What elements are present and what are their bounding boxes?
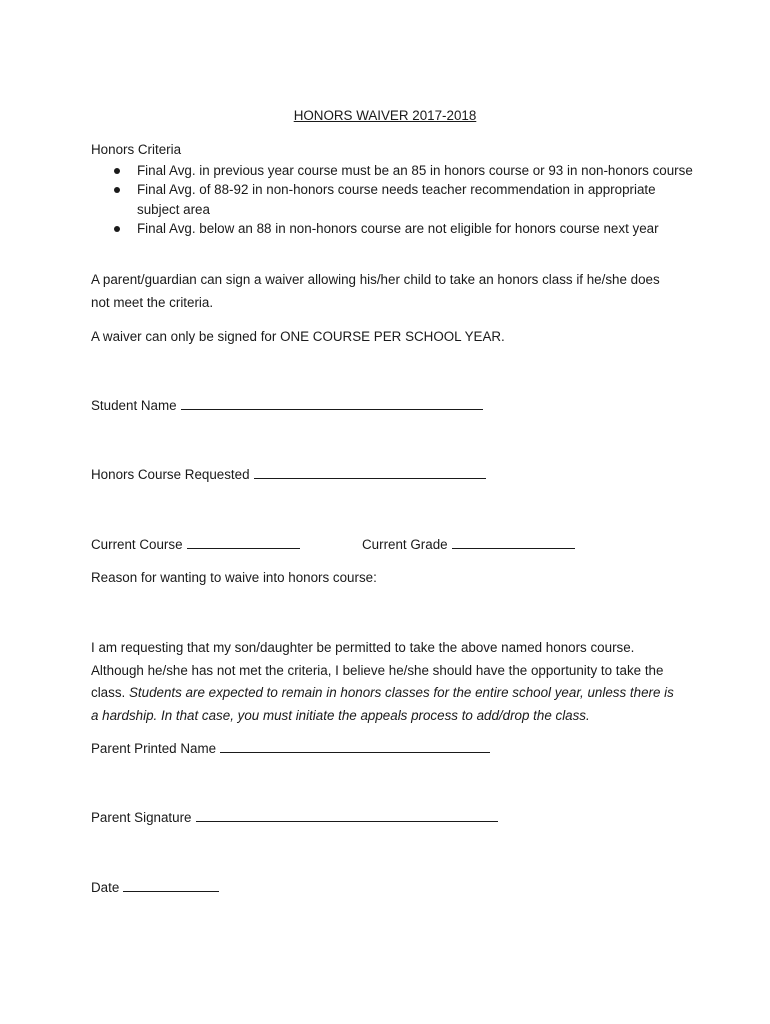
current-course-blank[interactable] (187, 536, 300, 549)
date-blank[interactable] (123, 879, 219, 892)
criteria-item-text: Final Avg. of 88-92 in non-honors course needs teacher recommendation in appropriate subject area (137, 182, 656, 217)
one-course-paragraph: A waiver can only be signed for ONE COURSE PER SCHOOL YEAR. (91, 329, 505, 344)
current-grade-label: Current Grade (362, 537, 448, 552)
bullet-icon (114, 226, 120, 232)
student-name-blank[interactable] (181, 397, 483, 410)
reason-label: Reason for wanting to waive into honors course: (91, 570, 377, 585)
document-title: HONORS WAIVER 2017-2018 (293, 108, 477, 123)
parent-printed-name-label: Parent Printed Name (91, 741, 217, 756)
criteria-item-text: Final Avg. in previous year course must be an 85 in honors course or 93 in non-honors course (137, 163, 693, 178)
criteria-item (91, 180, 701, 219)
parent-signature-blank[interactable] (196, 809, 498, 822)
student-name-label: Student Name (91, 398, 177, 413)
criteria-item-text: Final Avg. below an 88 in non-honors course are not eligible for honors course next year (137, 220, 659, 236)
honors-course-field (91, 466, 486, 482)
criteria-item (91, 219, 701, 238)
parent-printed-name-blank[interactable] (220, 740, 490, 753)
current-course-field (91, 536, 300, 552)
honors-course-blank[interactable] (254, 466, 486, 479)
request-text: I am requesting that my son/daughter be permitted to take the above named honors course. Although he/she has not met the criteria, I believe he/she should have the opportunity to take the class. (91, 640, 664, 700)
current-grade-blank[interactable] (452, 536, 575, 549)
date-field (91, 879, 219, 895)
honors-course-label: Honors Course Requested (91, 467, 250, 482)
current-grade-field (362, 536, 575, 552)
criteria-item (91, 161, 701, 180)
waiver-info-paragraph: A parent/guardian can sign a waiver allowing his/her child to take an honors class if he/she does not meet the criteria. (91, 272, 660, 310)
parent-signature-field (91, 809, 498, 825)
bullet-icon (114, 187, 120, 193)
date-label: Date (91, 880, 120, 895)
student-name-field (91, 397, 483, 413)
current-course-label: Current Course (91, 537, 183, 552)
request-paragraph (91, 637, 683, 727)
parent-printed-name-field (91, 740, 490, 756)
parent-signature-label: Parent Signature (91, 810, 192, 825)
bullet-icon (114, 168, 120, 174)
request-italic-text: Students are expected to remain in honors classes for the entire school year, unless there is a hardship. In that case, you must initiate the appeals process to add/drop the class. (91, 685, 674, 723)
criteria-list (91, 161, 701, 238)
criteria-heading: Honors Criteria (91, 142, 182, 157)
